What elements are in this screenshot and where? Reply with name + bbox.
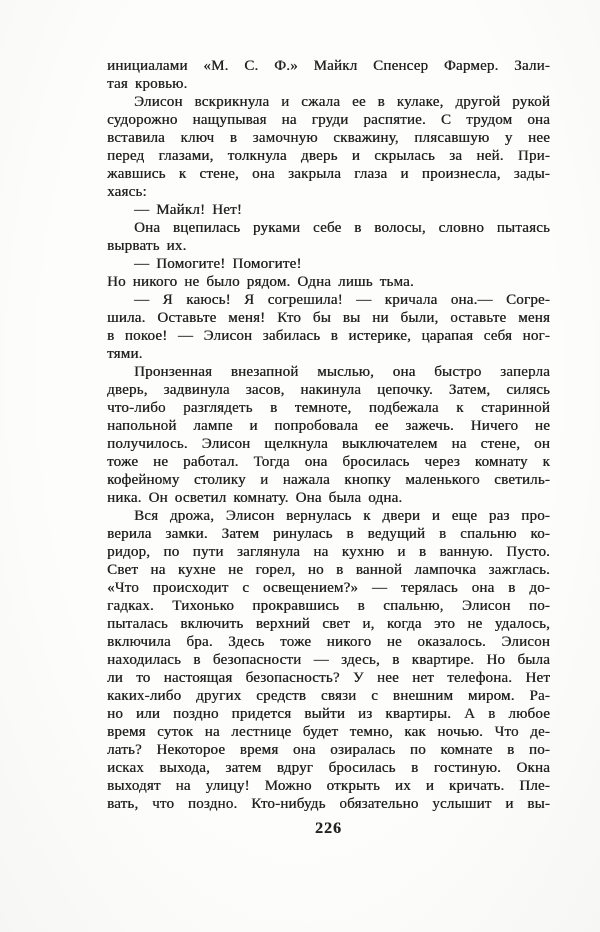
text-line: перед глазами, толкнула дверь и скрылась за ней. При- — [107, 148, 550, 164]
text-line: ли то настоящая безопасность? У нее нет телефона. Нет — [107, 670, 550, 686]
text-line: Но никого не было рядом. Одна лишь тьма. — [107, 274, 414, 290]
text-line: Она вцепилась руками себе в волосы, словно пытаясь — [134, 220, 550, 236]
text-line: «Что происходит с освещением?» — терялась она в до- — [107, 580, 550, 596]
text-line: тоже не работал. Тогда она бросилась через комнату к — [107, 454, 550, 470]
page-number: 226 — [315, 820, 342, 837]
text-line: тями. — [107, 346, 143, 362]
text-line: Вся дрожа, Элисон вернулась к двери и еще раз про- — [134, 508, 550, 524]
text-line: тая кровью. — [107, 76, 188, 92]
text-line: выходят на улицу! Можно открыть их и кричать. Пле- — [107, 778, 550, 794]
text-line: но или поздно придется выйти из квартиры. А в любое — [107, 706, 550, 722]
page-text-block — [107, 57, 550, 813]
text-line: гадках. Тихонько прокравшись в спальню, Элисон по- — [107, 598, 550, 614]
text-line: верила замки. Затем ринулась в ведущий в спальню ко- — [107, 526, 550, 542]
text-line: в покое! — Элисон забилась в истерике, царапая себя ног- — [107, 328, 550, 344]
text-line: — Помогите! Помогите! — [134, 256, 302, 272]
text-line: получилось. Элисон щелкнула выключателем на стене, он — [107, 436, 550, 452]
text-line: вставила ключ в замочную скважину, плясавшую у нее — [107, 130, 550, 146]
text-line: вать, что поздно. Кто-нибудь обязательно услышит и вы- — [107, 796, 550, 812]
text-line: включила бра. Здесь тоже никого не оказалось. Элисон — [107, 634, 550, 650]
text-line: вырвать их. — [107, 238, 187, 254]
text-line: Пронзенная внезапной мыслью, она быстро заперла — [134, 364, 550, 380]
text-line: — Я каюсь! Я согрешила! — кричала она.— Согре- — [134, 292, 550, 308]
text-line: напольной лампе и попробовала ее зажечь. Ничего не — [107, 418, 550, 434]
text-line: дверь, задвинула засов, накинула цепочку. Затем, силясь — [107, 382, 550, 398]
text-line: что-либо разглядеть в темноте, подбежала к старинной — [107, 400, 550, 416]
text-line: судорожно нащупывая на груди распятие. С трудом она — [107, 112, 550, 128]
text-line: ника. Он осветил комнату. Она была одна. — [107, 490, 403, 506]
text-line: жавшись к стене, она закрыла глаза и произнесла, зады- — [107, 166, 550, 182]
text-line: исках выхода, затем вдруг бросилась в гостиную. Окна — [107, 760, 550, 776]
text-line: лать? Некоторое время она озиралась по комнате в по- — [107, 742, 550, 758]
text-line: ридор, по пути заглянула на кухню и в ванную. Пусто. — [107, 544, 550, 560]
text-line: время суток на лестнице будет темно, как ночью. Что де- — [107, 724, 550, 740]
text-line: пыталась включить верхний свет и, когда это не удалось, — [107, 616, 550, 632]
text-line: каких-либо других средств связи с внешним миром. Ра- — [107, 688, 550, 704]
text-line: инициалами «М. С. Ф.» Майкл Спенсер Фармер. Зали- — [107, 58, 550, 74]
text-line: — Майкл! Нет! — [134, 202, 242, 218]
text-line: хаясь: — [107, 184, 147, 200]
text-line: Элисон вскрикнула и сжала ее в кулаке, другой рукой — [134, 94, 550, 110]
text-line: шила. Оставьте меня! Кто бы вы ни были, оставьте меня — [107, 310, 550, 326]
text-line: Свет на кухне не горел, но в ванной лампочка зажглась. — [107, 562, 550, 578]
text-line: находилась в безопасности — здесь, в квартире. Но была — [107, 652, 550, 668]
text-line: кофейному столику и нажала кнопку маленького светиль- — [107, 472, 550, 488]
